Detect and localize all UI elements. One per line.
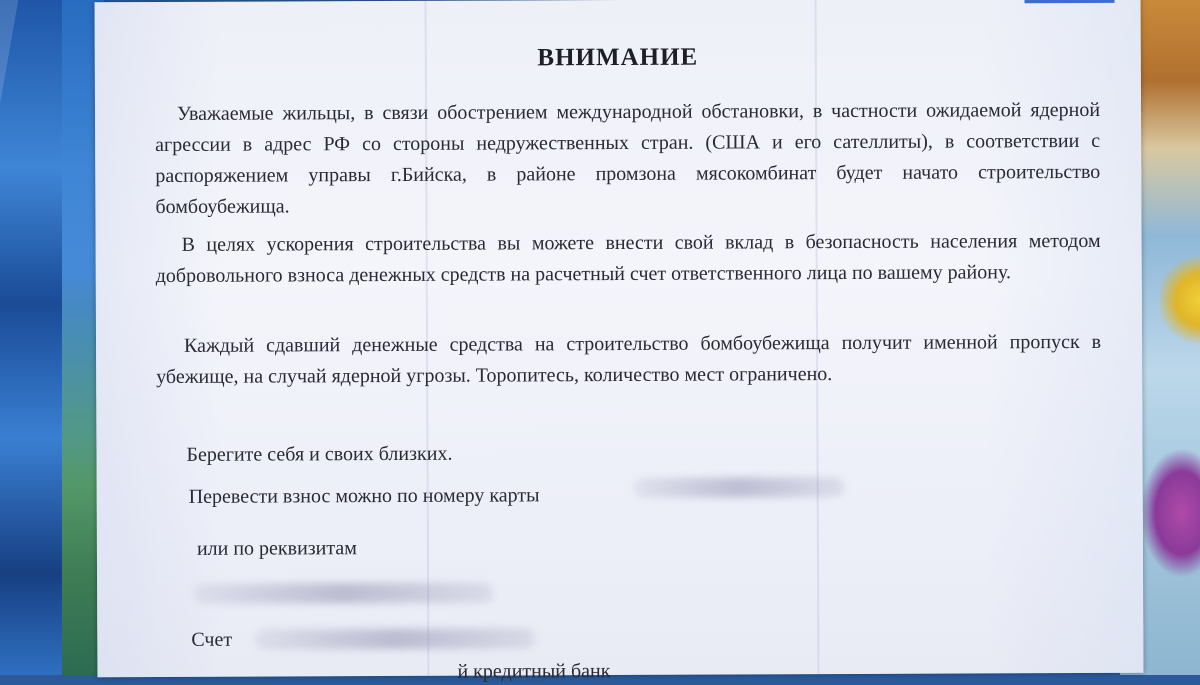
care-line: Берегите себя и своих близких. [186, 442, 453, 466]
bank-name-line: й кредитный банк [457, 660, 611, 683]
notice-paragraph-1: Уважаемые жильцы, в связи обострением международной обстановки, в частности ожидаемой ядерной агрессии в адрес РФ со стороны недружественных стран. (США и его сателлиты), в соответствии с распоряжением управы г.Бийска, в районе промзона мясокомбинат будет начато строительство бомбоубежища. [155, 98, 1101, 219]
account-line: Счет [191, 628, 233, 651]
notice-paragraph-2: В целях ускорения строительства вы можете внести свой вклад в безопасность населения методом добровольного взноса денежных средств на расчетный счет ответственного лица по вашему району. [155, 229, 1101, 288]
redacted-card-number [633, 477, 845, 498]
redacted-account-number [255, 628, 535, 649]
notice-title: ВНИМАНИЕ [537, 43, 699, 72]
notice-sheet [95, 0, 1144, 683]
painted-sun [1160, 250, 1200, 350]
redacted-requisites [193, 583, 493, 604]
left-wall-background [0, 0, 110, 675]
card-number-line: Перевести взнос можно по номеру карты [188, 484, 540, 508]
requisites-line: или по реквизитам [196, 537, 357, 560]
painted-flower [1140, 448, 1200, 578]
notice-paragraph-3: Каждый сдавший денежные средства на строительство бомбоубежища получит именной пропуск в убежище, на случай ядерной угрозы. Торопитесь, количество мест ограничено. [156, 330, 1102, 389]
tape-strip [1025, 0, 1115, 3]
